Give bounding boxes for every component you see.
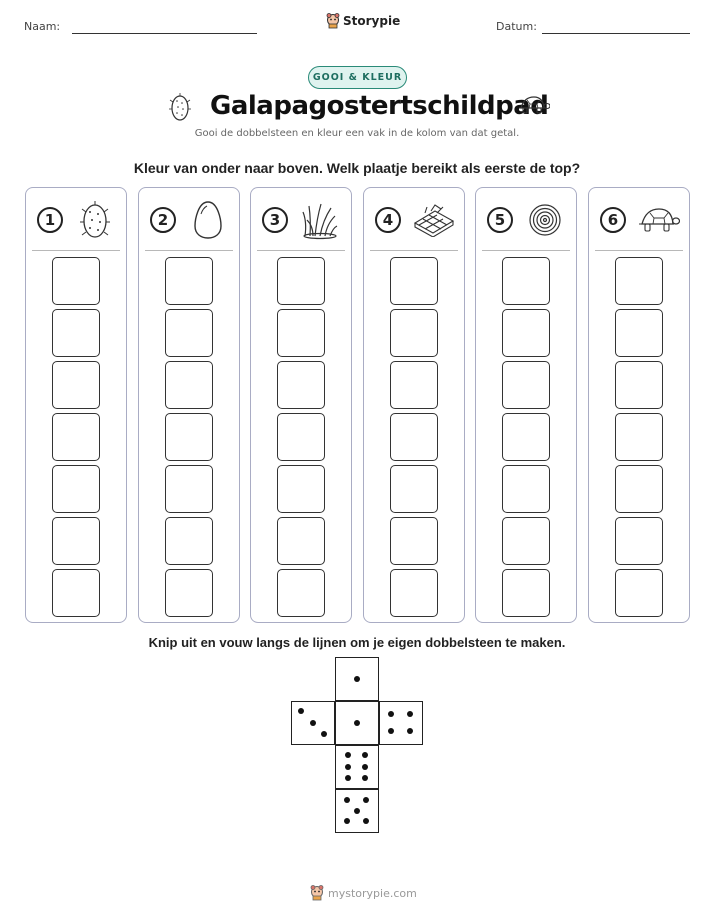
footer bbox=[310, 885, 417, 901]
coloring-box[interactable] bbox=[390, 257, 438, 305]
storypie-mascot-icon bbox=[310, 885, 324, 901]
coloring-box[interactable] bbox=[165, 517, 213, 565]
die-pip bbox=[363, 797, 369, 803]
coloring-box[interactable] bbox=[390, 361, 438, 409]
column-number: 5 bbox=[487, 207, 513, 233]
coloring-box[interactable] bbox=[277, 517, 325, 565]
dice-column-2 bbox=[138, 187, 240, 623]
coloring-box[interactable] bbox=[390, 413, 438, 461]
coloring-box[interactable] bbox=[165, 569, 213, 617]
page-subtitle: Gooi de dobbelsteen en kleur een vak in de kolom van dat getal. bbox=[194, 128, 520, 139]
cactus-icon bbox=[168, 92, 192, 122]
coloring-box[interactable] bbox=[52, 413, 100, 461]
die-face-6 bbox=[335, 745, 379, 789]
egg-icon bbox=[185, 200, 231, 240]
tree-ring-icon bbox=[522, 200, 568, 240]
die-pip bbox=[298, 708, 304, 714]
die-pip bbox=[344, 818, 350, 824]
activity-badge: GOOI & KLEUR bbox=[308, 66, 407, 89]
die-face-4 bbox=[379, 701, 423, 745]
coloring-box[interactable] bbox=[390, 465, 438, 513]
name-label: Naam: bbox=[24, 20, 61, 33]
name-line[interactable] bbox=[72, 33, 257, 34]
coloring-box[interactable] bbox=[52, 517, 100, 565]
die-pip bbox=[345, 775, 351, 781]
die-pip bbox=[407, 711, 413, 717]
column-divider bbox=[257, 250, 345, 251]
coloring-box[interactable] bbox=[615, 569, 663, 617]
die-face-1 bbox=[335, 701, 379, 745]
die-pip bbox=[362, 775, 368, 781]
date-label: Datum: bbox=[496, 20, 537, 33]
column-number: 6 bbox=[600, 207, 626, 233]
column-number: 4 bbox=[375, 207, 401, 233]
cactus-icon bbox=[72, 200, 118, 240]
coloring-box[interactable] bbox=[615, 309, 663, 357]
coloring-box[interactable] bbox=[52, 361, 100, 409]
dice-column-3 bbox=[250, 187, 352, 623]
dice-column-1 bbox=[25, 187, 127, 623]
coloring-box[interactable] bbox=[165, 361, 213, 409]
coloring-box[interactable] bbox=[615, 517, 663, 565]
coloring-box[interactable] bbox=[52, 257, 100, 305]
coloring-box[interactable] bbox=[615, 413, 663, 461]
coloring-box[interactable] bbox=[390, 309, 438, 357]
die-pip bbox=[363, 818, 369, 824]
die-face-1 bbox=[335, 657, 379, 701]
coloring-box[interactable] bbox=[52, 465, 100, 513]
page-title: Galapagostertschildpad bbox=[210, 91, 549, 121]
column-number: 1 bbox=[37, 207, 63, 233]
die-pip bbox=[407, 728, 413, 734]
die-pip bbox=[362, 752, 368, 758]
tortoise-icon bbox=[635, 200, 681, 240]
die-pip bbox=[354, 720, 360, 726]
die-pip bbox=[354, 676, 360, 682]
coloring-box[interactable] bbox=[502, 465, 550, 513]
coloring-box[interactable] bbox=[615, 465, 663, 513]
coloring-box[interactable] bbox=[165, 257, 213, 305]
die-instruction: Knip uit en vouw langs de lijnen om je eigen dobbelsteen te maken. bbox=[148, 635, 566, 650]
coloring-box[interactable] bbox=[502, 569, 550, 617]
die-pip bbox=[345, 752, 351, 758]
coloring-box[interactable] bbox=[390, 517, 438, 565]
coloring-box[interactable] bbox=[502, 413, 550, 461]
storypie-mascot-icon bbox=[326, 13, 340, 29]
coloring-box[interactable] bbox=[615, 257, 663, 305]
date-line[interactable] bbox=[542, 33, 690, 34]
tortoise-icon bbox=[516, 94, 550, 116]
die-pip bbox=[310, 720, 316, 726]
coloring-box[interactable] bbox=[502, 517, 550, 565]
die-pip bbox=[344, 797, 350, 803]
coloring-box[interactable] bbox=[615, 361, 663, 409]
die-pip bbox=[388, 728, 394, 734]
dice-column-4 bbox=[363, 187, 465, 623]
dice-column-6 bbox=[588, 187, 690, 623]
column-divider bbox=[482, 250, 570, 251]
coloring-box[interactable] bbox=[52, 569, 100, 617]
die-pip bbox=[321, 731, 327, 737]
column-divider bbox=[32, 250, 120, 251]
coloring-box[interactable] bbox=[277, 361, 325, 409]
column-number: 3 bbox=[262, 207, 288, 233]
column-divider bbox=[370, 250, 458, 251]
coloring-box[interactable] bbox=[502, 361, 550, 409]
brand-name: Storypie bbox=[343, 14, 401, 28]
hay-bundle-icon bbox=[410, 200, 456, 240]
coloring-box[interactable] bbox=[502, 257, 550, 305]
dice-column-5 bbox=[475, 187, 577, 623]
grass-icon bbox=[297, 200, 343, 240]
column-divider bbox=[595, 250, 683, 251]
die-pip bbox=[388, 711, 394, 717]
die-pip bbox=[362, 764, 368, 770]
footer-url: mystorypie.com bbox=[328, 886, 417, 900]
die-pip bbox=[354, 808, 360, 814]
column-divider bbox=[145, 250, 233, 251]
coloring-box[interactable] bbox=[277, 465, 325, 513]
coloring-box[interactable] bbox=[502, 309, 550, 357]
coloring-box[interactable] bbox=[277, 257, 325, 305]
die-pip bbox=[345, 764, 351, 770]
column-number: 2 bbox=[150, 207, 176, 233]
brand-logo bbox=[326, 13, 400, 29]
coloring-box[interactable] bbox=[277, 569, 325, 617]
coloring-box[interactable] bbox=[52, 309, 100, 357]
coloring-box[interactable] bbox=[277, 309, 325, 357]
coloring-box[interactable] bbox=[165, 413, 213, 461]
game-instruction: Kleur van onder naar boven. Welk plaatje bereikt als eerste de top? bbox=[133, 160, 581, 176]
coloring-box[interactable] bbox=[165, 309, 213, 357]
die-face-5 bbox=[335, 789, 379, 833]
die-face-3 bbox=[291, 701, 335, 745]
coloring-box[interactable] bbox=[390, 569, 438, 617]
coloring-box[interactable] bbox=[277, 413, 325, 461]
coloring-box[interactable] bbox=[165, 465, 213, 513]
